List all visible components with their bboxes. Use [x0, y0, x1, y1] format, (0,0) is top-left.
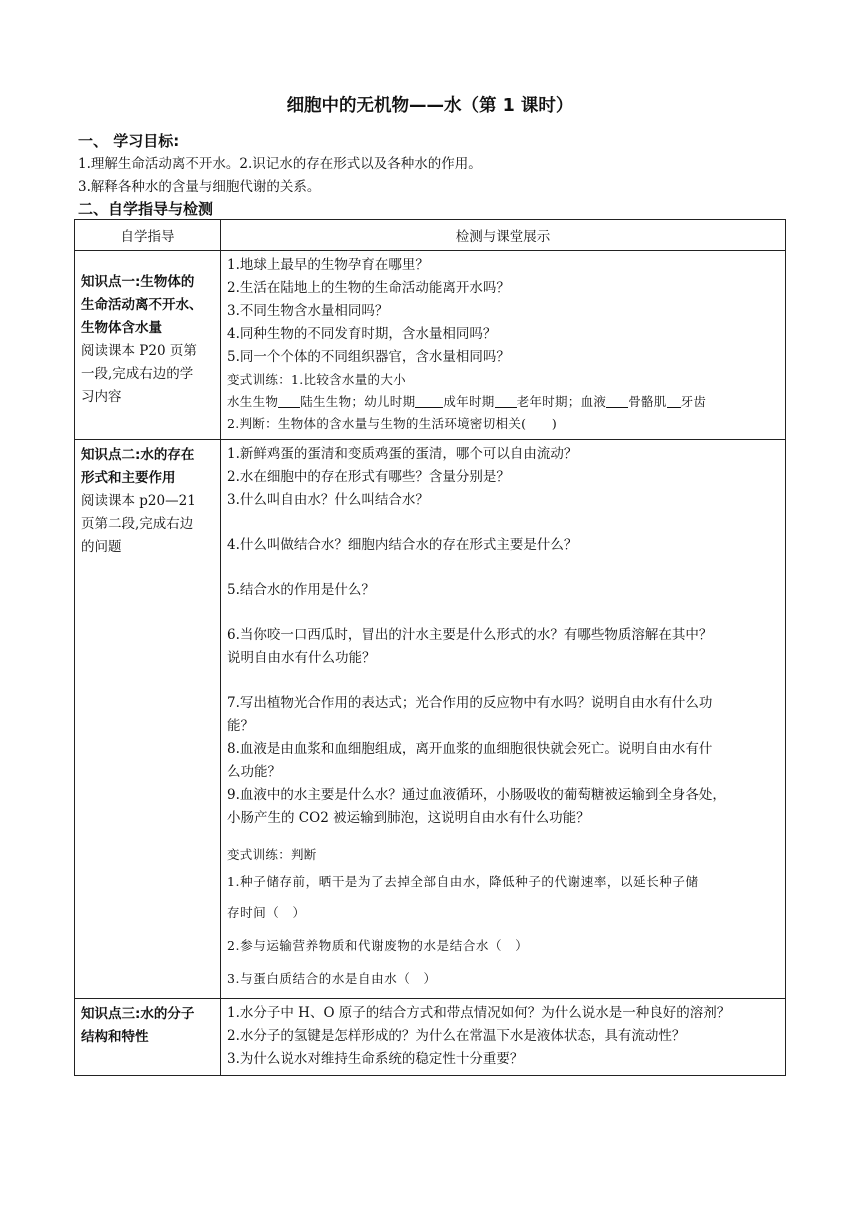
exercise-item: 1.种子储存前，晒干是为了去掉全部自由水，降低种子的代谢速率，以延长种子储	[227, 874, 699, 889]
question: 说明自由水有什么功能？	[227, 650, 376, 666]
exercise-item: 3.与蛋白质结合的水是自由水（ ）	[227, 971, 437, 986]
exercise-compare: 水生生物 陆生生物；幼儿时期 成年时期 老年时期；血液 骨骼肌 牙齿	[227, 394, 707, 409]
questions-cell	[221, 999, 786, 1076]
answer-blank[interactable]	[606, 393, 628, 408]
guide-cell	[75, 251, 221, 440]
question: 小肠产生的 CO2 被运输到肺泡，这说明自由水有什么功能？	[227, 810, 590, 826]
question: 3.为什么说水对维持生命系统的稳定性十分重要？	[227, 1051, 524, 1067]
guide-cell	[75, 440, 221, 999]
knowledge-point-title: 知识点二:水的存在	[81, 447, 195, 463]
question: 1.新鲜鸡蛋的蛋清和变质鸡蛋的蛋清，哪个可以自由流动？	[227, 446, 578, 462]
question: 9.血液中的水主要是什么水？通过血液循环，小肠吸收的葡萄糖被运输到全身各处，	[227, 787, 726, 803]
section-heading-self-study: 二、自学指导与检测	[78, 200, 214, 218]
section-heading-objectives: 一、 学习目标:	[78, 132, 180, 150]
table-row	[75, 440, 786, 999]
objective-line: 3.解释各种水的含量与细胞代谢的关系。	[78, 179, 321, 195]
question: 1.水分子中 H、O 原子的结合方式和带点情况如何？为什么说水是一种良好的溶剂？	[227, 1005, 731, 1021]
knowledge-point-title: 知识点三:水的分子	[81, 1006, 195, 1022]
question: 8.血液是由血浆和血细胞组成，离开血浆的血细胞很快就会死亡。说明自由水有什	[227, 741, 713, 757]
knowledge-point-desc: 习内容	[81, 389, 122, 405]
document-title: 细胞中的无机物——水（第 1 课时）	[286, 96, 574, 116]
question: 2.水分子的氢键是怎样形成的？为什么在常温下水是液体状态，具有流动性？	[227, 1028, 686, 1044]
question: 4.同种生物的不同发育时期，含水量相同吗？	[227, 326, 497, 342]
question: 5.结合水的作用是什么？	[227, 582, 375, 598]
exercise-heading: 变式训练：判断	[227, 847, 317, 862]
knowledge-point-desc: 的问题	[81, 539, 122, 555]
answer-blank[interactable]	[278, 393, 300, 408]
exercise-heading: 变式训练：1.比较含水量的大小	[227, 372, 406, 387]
knowledge-point-title: 知识点一:生物体的	[81, 274, 195, 290]
questions-cell	[221, 440, 786, 999]
knowledge-point-desc: 一段,完成右边的学	[81, 366, 194, 382]
question: 2.水在细胞中的存在形式有哪些？含量分别是？	[227, 469, 510, 485]
knowledge-point-title: 形式和主要作用	[81, 470, 176, 486]
question: 1.地球上最早的生物孕育在哪里？	[227, 257, 429, 273]
question: 能？	[227, 718, 254, 734]
knowledge-point-title: 结构和特性	[81, 1029, 149, 1045]
question: 6.当你咬一口西瓜时，冒出的汁水主要是什么形式的水？有哪些物质溶解在其中？	[227, 627, 713, 643]
answer-blank[interactable]	[495, 393, 517, 408]
question: 3.什么叫自由水？什么叫结合水？	[227, 492, 429, 508]
knowledge-point-title: 生命活动离不开水、	[81, 297, 203, 313]
header-check-display: 检测与课堂展示	[221, 220, 786, 251]
exercise-judge: 2.判断：生物体的含水量与生物的生活环境密切相关( )	[227, 416, 558, 431]
answer-blank[interactable]	[667, 393, 681, 408]
table-row	[75, 251, 786, 440]
question: 2.生活在陆地上的生物的生命活动能离开水吗？	[227, 280, 510, 296]
knowledge-point-desc: 阅读课本 p20—21	[81, 493, 196, 509]
question: 么功能？	[227, 764, 281, 780]
study-table	[74, 219, 786, 1076]
knowledge-point-title: 生物体含水量	[81, 320, 162, 336]
objective-line: 1.理解生命活动离不开水。2.识记水的存在形式以及各种水的作用。	[78, 156, 482, 172]
exercise-item: 存时间（ ）	[227, 905, 306, 920]
knowledge-point-desc: 页第二段,完成右边	[81, 516, 194, 532]
questions-cell	[221, 251, 786, 440]
guide-cell	[75, 999, 221, 1076]
answer-blank[interactable]	[415, 393, 443, 408]
question: 5.同一个个体的不同组织器官，含水量相同吗？	[227, 349, 510, 365]
exercise-item: 2.参与运输营养物质和代谢废物的水是结合水（ ）	[227, 938, 529, 953]
knowledge-point-desc: 阅读课本 P20 页第	[81, 343, 197, 359]
question: 4.什么叫做结合水？细胞内结合水的存在形式主要是什么？	[227, 537, 578, 553]
question: 3.不同生物含水量相同吗？	[227, 303, 389, 319]
header-self-study: 自学指导	[75, 220, 221, 251]
question: 7.写出植物光合作用的表达式；光合作用的反应物中有水吗？说明自由水有什么功	[227, 695, 713, 711]
table-row	[75, 999, 786, 1076]
